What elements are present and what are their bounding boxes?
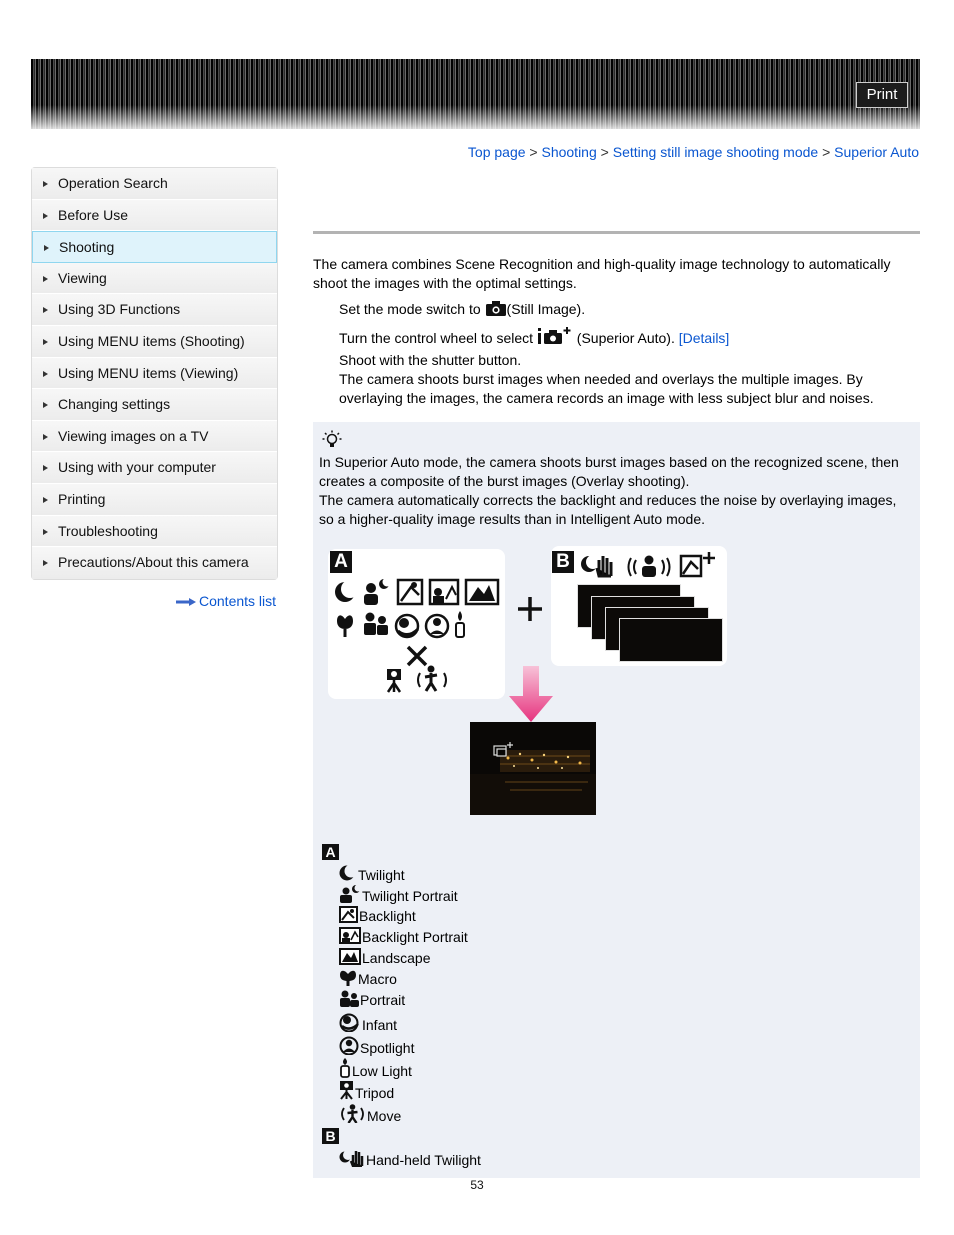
hint-text [319, 453, 913, 529]
still-camera-icon [485, 300, 507, 317]
scene-label: Backlight [359, 908, 416, 924]
scene-item-infant [339, 1013, 397, 1035]
panel-b-letter: B [552, 551, 574, 573]
print-button[interactable]: Print [856, 82, 908, 108]
spotlight-icon [426, 615, 448, 637]
macro-icon [337, 615, 353, 637]
anti-motion-blur-icon [629, 556, 670, 578]
night-scene-image [470, 722, 596, 815]
arrow-right-icon [43, 497, 48, 503]
landscape-icon [466, 580, 498, 604]
scene-item-twilight-portrait [339, 885, 458, 906]
burst-photo [619, 618, 723, 662]
landscape-icon [339, 948, 361, 965]
moon-icon [335, 580, 359, 602]
diagram-panel-b [551, 546, 727, 666]
arrow-right-icon [43, 465, 48, 471]
scene-item-landscape [339, 948, 431, 968]
sidebar-item-troubleshooting[interactable] [32, 516, 277, 548]
sidebar-item-viewing-tv[interactable] [32, 421, 277, 453]
hint-line: so a higher-quality image results than in Intelligent Auto mode. [319, 511, 706, 527]
scene-item-tripod [339, 1081, 394, 1103]
tripod-icon [339, 1081, 354, 1100]
step-text: (Still Image). [506, 301, 586, 317]
scene-item-portrait [339, 990, 405, 1010]
scene-label: Infant [362, 1017, 398, 1033]
scene-label: Spotlight [360, 1040, 415, 1056]
step-text: Turn the control wheel to select [339, 330, 537, 346]
backlight-plus-icon [681, 552, 715, 576]
sidebar-item-label: Printing [58, 490, 106, 507]
breadcrumb-setting-still-image[interactable]: Setting still image shooting mode [612, 144, 819, 160]
breadcrumb-shooting[interactable]: Shooting [541, 144, 597, 160]
sidebar-item-label: Using 3D Functions [58, 301, 181, 318]
arrow-right-icon [43, 371, 48, 377]
hint-line: In Superior Auto mode, the camera shoots burst images based on the recognized scene, then [319, 454, 899, 470]
diagram-panel-a [328, 549, 505, 699]
sidebar-item-label: Shooting [59, 239, 115, 256]
hand-held-twilight-icon [581, 555, 611, 576]
scene-list-a-letter: A [322, 844, 339, 860]
step-3-detail: The camera shoots burst images when needed and overlays the multiple images. By [339, 371, 863, 387]
portrait-icon [364, 613, 388, 636]
contents-list-label: Contents list [199, 593, 277, 609]
superior-auto-icon [537, 326, 573, 346]
scene-item-macro [339, 969, 397, 989]
page-number: 53 [470, 1178, 484, 1192]
sidebar-item-menu-viewing[interactable] [32, 358, 277, 390]
breadcrumb-separator: > [822, 144, 831, 160]
infant-icon [396, 615, 418, 637]
arrow-right-icon [43, 434, 48, 440]
move-icon [418, 666, 446, 692]
step-text: Set the mode switch to [339, 301, 485, 317]
sidebar-item-before-use[interactable] [32, 200, 277, 232]
twilight-portrait-icon [339, 885, 361, 903]
low-light-icon [339, 1058, 351, 1078]
scene-label: Landscape [362, 950, 431, 966]
panel-a-letter: A [330, 551, 352, 573]
sidebar-item-viewing[interactable] [32, 263, 277, 295]
breadcrumb-superior-auto[interactable]: Superior Auto [834, 144, 919, 160]
backlight-portrait-icon [430, 580, 458, 604]
scene-label: Twilight Portrait [362, 888, 458, 904]
backlight-icon [398, 580, 422, 604]
portrait-icon [339, 990, 359, 1007]
sidebar-item-label: Before Use [58, 206, 129, 223]
intro-text: The camera combines Scene Recognition and high-quality image technology to automatically shoot the images with the optimal settings. [313, 256, 891, 291]
scene-item-low-light [339, 1058, 412, 1081]
backlight-icon [339, 906, 358, 923]
sidebar-item-label: Using MENU items (Viewing) [58, 364, 239, 381]
moon-icon [339, 864, 357, 882]
scene-item-move [339, 1104, 401, 1126]
scene-item-backlight [339, 906, 416, 926]
hint-line: creates a composite of the burst images (Overlay shooting). [319, 473, 690, 489]
hand-held-twilight-icon [339, 1148, 365, 1167]
scene-label: Twilight [358, 867, 405, 883]
cross-icon [408, 647, 426, 665]
sidebar-item-label: Precautions/About this camera [58, 554, 249, 571]
step-2 [339, 326, 729, 348]
twilight-portrait-icon [364, 578, 392, 606]
arrow-right-icon [43, 402, 48, 408]
step-1 [339, 300, 585, 319]
sidebar-item-label: Changing settings [58, 396, 171, 413]
arrow-right-icon [44, 245, 49, 251]
sidebar-item-operation-search[interactable] [32, 168, 277, 200]
arrow-right-icon [43, 560, 48, 566]
breadcrumb [460, 144, 919, 160]
breadcrumb-separator: > [529, 144, 538, 160]
arrow-right-icon [43, 307, 48, 313]
scene-label: Macro [358, 971, 397, 987]
hint-line: The camera automatically corrects the backlight and reduces the noise by overlaying images, [319, 492, 897, 508]
sidebar-item-precautions[interactable] [32, 547, 277, 579]
sidebar-item-printing[interactable] [32, 484, 277, 516]
scene-label: Backlight Portrait [362, 929, 468, 945]
scene-label: Move [367, 1108, 402, 1124]
scene-label: Hand-held Twilight [366, 1152, 481, 1168]
scene-item-backlight-portrait [339, 927, 468, 947]
breadcrumb-separator: > [600, 144, 609, 160]
sidebar-item-label: Viewing [58, 269, 107, 286]
title-divider [313, 231, 920, 234]
header-banner [31, 59, 920, 129]
lightbulb-icon [322, 430, 342, 450]
plus-icon [516, 595, 544, 623]
scene-item-twilight [339, 864, 405, 885]
scene-item-hand-held-twilight [339, 1148, 481, 1170]
step-text: (Superior Auto). [572, 330, 679, 346]
sidebar-item-label: Troubleshooting [58, 522, 158, 539]
scene-label: Tripod [355, 1085, 395, 1101]
move-icon [339, 1104, 366, 1123]
scene-icons-group [328, 549, 505, 699]
sidebar-item-label: Viewing images on a TV [58, 427, 209, 444]
sidebar-item-computer[interactable] [32, 452, 277, 484]
scene-item-spotlight [339, 1036, 414, 1058]
arrow-down-icon [509, 666, 553, 722]
spotlight-icon [339, 1036, 359, 1055]
sidebar-item-3d-functions[interactable] [32, 294, 277, 326]
step-3: Shoot with the shutter button. [339, 352, 522, 368]
breadcrumb-top-page[interactable]: Top page [467, 144, 526, 160]
arrow-right-icon [176, 597, 196, 607]
scene-label: Portrait [360, 992, 406, 1008]
sidebar-item-label: Operation Search [58, 175, 168, 191]
scene-list-b-letter: B [322, 1128, 339, 1144]
tripod-icon [387, 669, 401, 692]
backlight-portrait-icon [339, 927, 361, 944]
burst-icons-group [579, 550, 727, 580]
sidebar-item-shooting[interactable] [32, 231, 277, 263]
infant-icon [339, 1013, 361, 1032]
scene-label: Low Light [352, 1063, 412, 1079]
details-link[interactable]: [Details] [678, 330, 730, 346]
arrow-right-icon [43, 213, 48, 219]
sidebar-nav [31, 167, 278, 580]
arrow-right-icon [43, 276, 48, 282]
sidebar-item-label: Using with your computer [58, 459, 216, 476]
result-photo [470, 722, 596, 815]
arrow-right-icon [43, 529, 48, 535]
macro-icon [339, 969, 357, 986]
sidebar-item-changing-settings[interactable] [32, 389, 277, 421]
sidebar-item-menu-shooting[interactable] [32, 326, 277, 358]
low-light-icon [456, 611, 464, 637]
arrow-right-icon [43, 181, 48, 187]
sidebar-item-label: Using MENU items (Shooting) [58, 332, 245, 349]
contents-list-link[interactable] [176, 593, 276, 609]
arrow-right-icon [43, 339, 48, 345]
step-3-detail: overlaying the images, the camera records an image with less subject blur and noises. [339, 390, 874, 406]
